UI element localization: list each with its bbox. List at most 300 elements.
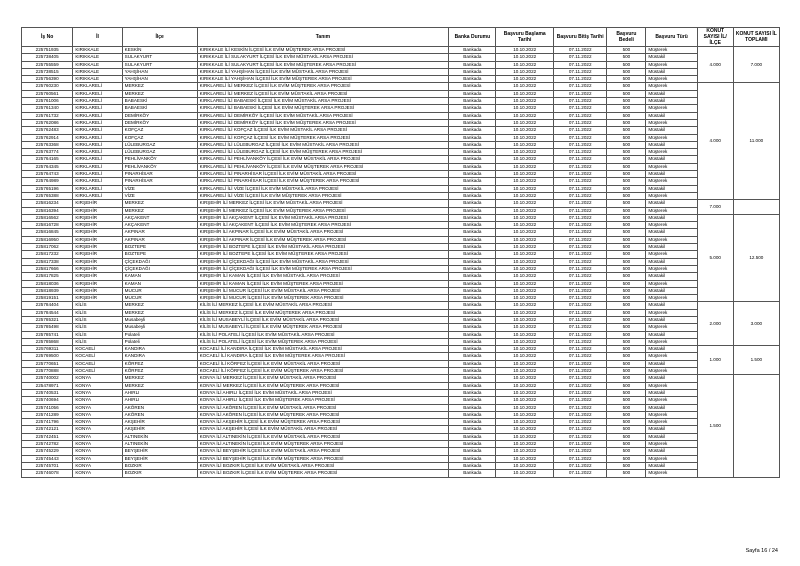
table-cell: Müstakil xyxy=(646,141,697,148)
table-cell: 225785741 xyxy=(22,331,73,338)
table-row xyxy=(22,375,780,382)
table-cell: 10.10.2022 xyxy=(496,163,554,170)
table-cell: KANDIRA xyxy=(122,346,197,353)
table-cell: Bankada xyxy=(449,171,496,178)
table-cell: 10.10.2022 xyxy=(496,141,554,148)
table-cell: ALTINEKİN xyxy=(122,441,197,448)
table-cell: 500 xyxy=(607,273,646,280)
table-cell: KONYA xyxy=(73,397,122,404)
table-cell: 10.10.2022 xyxy=(496,389,554,396)
table-row xyxy=(22,222,780,229)
table-cell: 07.11.2022 xyxy=(553,200,606,207)
column-header: Başvuru Türü xyxy=(646,28,697,47)
table-cell: Bankada xyxy=(449,83,496,90)
table-cell: 500 xyxy=(607,251,646,258)
table-cell: Müşterek xyxy=(646,76,697,83)
table-cell: 225740531 xyxy=(22,389,73,396)
table-cell: 225817062 xyxy=(22,244,73,251)
table-cell: BEYŞEHİR xyxy=(122,448,197,455)
table-cell: Müşterek xyxy=(646,353,697,360)
table-cell: Bankada xyxy=(449,470,496,477)
table-cell: Bankada xyxy=(449,98,496,105)
table-row xyxy=(22,426,780,433)
table-cell: KIRIKKALE xyxy=(73,47,122,54)
table-cell: 10.10.2022 xyxy=(496,316,554,323)
table-cell: Müstakil xyxy=(646,156,697,163)
table-cell: 225742782 xyxy=(22,441,73,448)
table-cell: 10.10.2022 xyxy=(496,258,554,265)
table-cell: 500 xyxy=(607,353,646,360)
table-cell: 225770888 xyxy=(22,368,73,375)
table-cell: KOCAELİ xyxy=(73,360,122,367)
table-cell: Bankada xyxy=(449,185,496,192)
table-cell: Bankada xyxy=(449,433,496,440)
table-cell: KONYA İLİ ALTINEKİN İLÇESİ İLK EVİM MÜŞTEREK ARSA PROJESİ xyxy=(197,441,449,448)
table-cell: 225764345 xyxy=(22,163,73,170)
table-cell: KIRKLARELİ xyxy=(73,156,122,163)
table-cell: YAHŞİHAN xyxy=(122,68,197,75)
table-cell: AHIRLI xyxy=(122,397,197,404)
table-cell: 10.10.2022 xyxy=(496,287,554,294)
table-cell: 07.11.2022 xyxy=(553,171,606,178)
table-cell: 500 xyxy=(607,441,646,448)
table-cell: Bankada xyxy=(449,331,496,338)
table-cell: Müşterek xyxy=(646,455,697,462)
table-cell: KONYA xyxy=(73,426,122,433)
table-cell: 225817338 xyxy=(22,258,73,265)
table-cell: 500 xyxy=(607,419,646,426)
table-cell: 500 xyxy=(607,448,646,455)
table-cell: KONYA İLİ AKÖREN İLÇESİ İLK EVİM MÜSTAKİL ARSA PROJESİ xyxy=(197,404,449,411)
table-cell: Müstakil xyxy=(646,90,697,97)
table-cell: 225746078 xyxy=(22,470,73,477)
table-cell: KONYA İLİ BEYŞEHİR İLÇESİ İLK EVİM MÜSTAKİL ARSA PROJESİ xyxy=(197,448,449,455)
table-cell: 500 xyxy=(607,163,646,170)
housing-count-province-total: 3.000 xyxy=(733,302,779,346)
table-cell: 10.10.2022 xyxy=(496,280,554,287)
table-cell: 225761340 xyxy=(22,105,73,112)
table-cell: 500 xyxy=(607,200,646,207)
table-cell: KIRŞEHİR İLİ KAMAN İLÇESİ İLK EVİM MÜŞTEREK ARSA PROJESİ xyxy=(197,280,449,287)
table-row xyxy=(22,324,780,331)
table-row xyxy=(22,273,780,280)
table-cell: 07.11.2022 xyxy=(553,127,606,134)
table-cell: 07.11.2022 xyxy=(553,229,606,236)
table-cell: KİLİS xyxy=(73,331,122,338)
table-row xyxy=(22,346,780,353)
table-cell: Müstakil xyxy=(646,316,697,323)
table-cell: 07.11.2022 xyxy=(553,258,606,265)
table-cell: Bankada xyxy=(449,229,496,236)
table-cell: 225816234 xyxy=(22,200,73,207)
table-cell: 07.11.2022 xyxy=(553,426,606,433)
table-cell: 10.10.2022 xyxy=(496,112,554,119)
table-cell: 10.10.2022 xyxy=(496,346,554,353)
table-cell: KANDIRA xyxy=(122,353,197,360)
table-cell: 500 xyxy=(607,324,646,331)
table-cell: 07.11.2022 xyxy=(553,185,606,192)
table-cell: 225738405 xyxy=(22,54,73,61)
table-cell: 07.11.2022 xyxy=(553,163,606,170)
table-row xyxy=(22,83,780,90)
table-cell: 10.10.2022 xyxy=(496,119,554,126)
table-cell: Bankada xyxy=(449,448,496,455)
table-cell: KIRŞEHİR İLİ BOZTEPE İLÇESİ İLK EVİM MÜSTAKİL ARSA PROJESİ xyxy=(197,244,449,251)
table-cell: KIRKLARELİ İLİ PEHLİVANKÖY İLÇESİ İLK EVİM MÜŞTEREK ARSA PROJESİ xyxy=(197,163,449,170)
table-cell: 225756390 xyxy=(22,76,73,83)
table-cell: BOZTEPE xyxy=(122,251,197,258)
table-cell: KIRŞEHİR xyxy=(73,214,122,221)
table-cell: Bankada xyxy=(449,192,496,199)
table-cell: 225738515 xyxy=(22,68,73,75)
table-cell: MERKEZ xyxy=(122,382,197,389)
table-row xyxy=(22,61,780,68)
table-cell: KOCAELİ xyxy=(73,353,122,360)
table-cell: KONYA İLİ AKŞEHİR İLÇESİ İLK EVİM MÜSTAKİL ARSA PROJESİ xyxy=(197,426,449,433)
table-cell: KOCAELİ İLİ KÖRFEZ İLÇESİ İLK EVİM MÜŞTEREK ARSA PROJESİ xyxy=(197,368,449,375)
table-cell: KIRŞEHİR İLİ AKPINAR İLÇESİ İLK EVİM MÜSTAKİL ARSA PROJESİ xyxy=(197,229,449,236)
table-cell: BOZKIR xyxy=(122,470,197,477)
housing-count-province-total xyxy=(733,375,779,477)
table-cell: 07.11.2022 xyxy=(553,389,606,396)
table-cell: 500 xyxy=(607,156,646,163)
table-cell: 10.10.2022 xyxy=(496,433,554,440)
table-row xyxy=(22,171,780,178)
table-row xyxy=(22,105,780,112)
table-cell: 07.11.2022 xyxy=(553,149,606,156)
table-cell: Bankada xyxy=(449,404,496,411)
table-cell: 07.11.2022 xyxy=(553,375,606,382)
table-cell: Bankada xyxy=(449,61,496,68)
table-cell: Bankada xyxy=(449,163,496,170)
table-cell: KIRIKKALE xyxy=(73,76,122,83)
table-cell: 225784544 xyxy=(22,309,73,316)
table-cell: 10.10.2022 xyxy=(496,404,554,411)
table-cell: KIRŞEHİR xyxy=(73,244,122,251)
table-cell: 500 xyxy=(607,98,646,105)
table-cell: 07.11.2022 xyxy=(553,302,606,309)
table-cell: 500 xyxy=(607,222,646,229)
table-cell: Bankada xyxy=(449,324,496,331)
table-cell: Müşterek xyxy=(646,265,697,272)
table-cell: 07.11.2022 xyxy=(553,98,606,105)
table-cell: 500 xyxy=(607,455,646,462)
table-cell: MERKEZ xyxy=(122,207,197,214)
column-header: Banka Durumu xyxy=(449,28,496,47)
table-cell: Bankada xyxy=(449,54,496,61)
header-row xyxy=(22,28,780,47)
table-cell: 10.10.2022 xyxy=(496,441,554,448)
table-cell: 07.11.2022 xyxy=(553,207,606,214)
table-cell: KIRKLARELİ İLİ PINARHİSAR İLÇESİ İLK EVİM MÜŞTEREK ARSA PROJESİ xyxy=(197,178,449,185)
table-cell: 07.11.2022 xyxy=(553,433,606,440)
table-cell: MERKEZ xyxy=(122,200,197,207)
table-cell: MERKEZ xyxy=(122,375,197,382)
table-cell: Bankada xyxy=(449,419,496,426)
table-cell: KİLİS İLİ MUSABEYLİ İLÇESİ İLK EVİM MÜŞTEREK ARSA PROJESİ xyxy=(197,324,449,331)
table-cell: 225818036 xyxy=(22,280,73,287)
table-cell: Bankada xyxy=(449,397,496,404)
table-cell: BEYŞEHİR xyxy=(122,455,197,462)
table-cell: LÜLEBURGAZ xyxy=(122,149,197,156)
table-cell: Bankada xyxy=(449,462,496,469)
table-row xyxy=(22,280,780,287)
table-cell: Bankada xyxy=(449,200,496,207)
table-row xyxy=(22,185,780,192)
table-cell: Bankada xyxy=(449,346,496,353)
table-row xyxy=(22,331,780,338)
table-cell: 225816728 xyxy=(22,222,73,229)
page-number: Sayfa 16 / 24 xyxy=(745,548,778,554)
table-cell: Bankada xyxy=(449,90,496,97)
table-row xyxy=(22,156,780,163)
table-cell: KONYA İLİ ALTINEKİN İLÇESİ İLK EVİM MÜSTAKİL ARSA PROJESİ xyxy=(197,433,449,440)
table-cell: KOCAELİ xyxy=(73,368,122,375)
table-cell: MERKEZ xyxy=(122,90,197,97)
table-cell: Müşterek xyxy=(646,368,697,375)
table-cell: KIRKLARELİ xyxy=(73,127,122,134)
table-cell: 07.11.2022 xyxy=(553,90,606,97)
table-row xyxy=(22,411,780,418)
table-row xyxy=(22,309,780,316)
table-cell: Müstakil xyxy=(646,229,697,236)
table-cell: Müşterek xyxy=(646,61,697,68)
table-cell: BOZTEPE xyxy=(122,244,197,251)
table-cell: KIRKLARELİ İLİ BABAESKİ İLÇESİ İLK EVİM MÜSTAKİL ARSA PROJESİ xyxy=(197,98,449,105)
table-cell: 225785498 xyxy=(22,324,73,331)
table-cell: Bankada xyxy=(449,251,496,258)
table-row xyxy=(22,98,780,105)
table-cell: AHIRLI xyxy=(122,389,197,396)
table-row xyxy=(22,134,780,141)
table-cell: 07.11.2022 xyxy=(553,382,606,389)
column-header: KONUT SAYISI İL TOPLAMI xyxy=(733,28,779,47)
table-row xyxy=(22,214,780,221)
table-cell: 07.11.2022 xyxy=(553,448,606,455)
table-row xyxy=(22,163,780,170)
table-cell: KIRKLARELİ xyxy=(73,171,122,178)
table-cell: 07.11.2022 xyxy=(553,470,606,477)
table-cell: 10.10.2022 xyxy=(496,105,554,112)
table-cell: Bankada xyxy=(449,222,496,229)
table-cell: 10.10.2022 xyxy=(496,149,554,156)
table-cell: 07.11.2022 xyxy=(553,141,606,148)
table-row xyxy=(22,316,780,323)
table-cell: Bankada xyxy=(449,302,496,309)
table-cell: KAMAN xyxy=(122,280,197,287)
table-cell: 225745229 xyxy=(22,448,73,455)
table-cell: Bankada xyxy=(449,141,496,148)
table-cell: Müşterek xyxy=(646,149,697,156)
table-cell: 500 xyxy=(607,368,646,375)
table-cell: VİZE xyxy=(122,185,197,192)
table-cell: Müşterek xyxy=(646,441,697,448)
table-cell: KIRKLARELİ İLİ LÜLEBURGAZ İLÇESİ İLK EVİM MÜŞTEREK ARSA PROJESİ xyxy=(197,149,449,156)
table-cell: 10.10.2022 xyxy=(496,185,554,192)
table-cell: 07.11.2022 xyxy=(553,397,606,404)
table-cell: 07.11.2022 xyxy=(553,455,606,462)
table-cell: KIRŞEHİR xyxy=(73,229,122,236)
table-cell: KIRKLARELİ xyxy=(73,83,122,90)
table-cell: 07.11.2022 xyxy=(553,324,606,331)
table-cell: KIRKLARELİ İLİ VİZE İLÇESİ İLK EVİM MÜŞTEREK ARSA PROJESİ xyxy=(197,192,449,199)
table-cell: KOCAELİ xyxy=(73,346,122,353)
table-cell: 500 xyxy=(607,185,646,192)
table-cell: Müşterek xyxy=(646,178,697,185)
table-cell: 225784404 xyxy=(22,302,73,309)
table-cell: 500 xyxy=(607,470,646,477)
table-cell: 10.10.2022 xyxy=(496,353,554,360)
table-cell: 225818939 xyxy=(22,287,73,294)
column-header: İl xyxy=(73,28,122,47)
table-cell: KIRKLARELİ İLİ DEMİRKÖY İLÇESİ İLK EVİM MÜSTAKİL ARSA PROJESİ xyxy=(197,112,449,119)
table-cell: Müşterek xyxy=(646,105,697,112)
table-cell: KONYA xyxy=(73,470,122,477)
table-cell: 225816394 xyxy=(22,207,73,214)
table-cell: 500 xyxy=(607,127,646,134)
table-cell: 500 xyxy=(607,149,646,156)
table-cell: 07.11.2022 xyxy=(553,83,606,90)
table-cell: KOCAELİ İLİ KANDIRA İLÇESİ İLK EVİM MÜSTAKİL ARSA PROJESİ xyxy=(197,346,449,353)
table-cell: 10.10.2022 xyxy=(496,411,554,418)
table-cell: 225817232 xyxy=(22,251,73,258)
table-cell: 225817825 xyxy=(22,273,73,280)
table-cell: SULAKYURT xyxy=(122,61,197,68)
table-cell: KIRKLARELİ İLİ MERKEZ İLÇESİ İLK EVİM MÜŞTEREK ARSA PROJESİ xyxy=(197,83,449,90)
column-header: Başvuru Başlama Tarihi xyxy=(496,28,554,47)
table-cell: KIRKLARELİ xyxy=(73,112,122,119)
column-header: Başvuru Bitiş Tarihi xyxy=(553,28,606,47)
table-cell: DEMİRKÖY xyxy=(122,119,197,126)
table-cell: ÇİÇEKDAĞI xyxy=(122,258,197,265)
table-cell: KIRŞEHİR xyxy=(73,200,122,207)
table-cell: 10.10.2022 xyxy=(496,295,554,302)
table-cell: 500 xyxy=(607,244,646,251)
table-cell: 225760561 xyxy=(22,90,73,97)
table-row xyxy=(22,244,780,251)
table-cell: KIRKLARELİ İLİ BABAESKİ İLÇESİ İLK EVİM MÜŞTEREK ARSA PROJESİ xyxy=(197,105,449,112)
table-row xyxy=(22,119,780,126)
table-cell: 10.10.2022 xyxy=(496,98,554,105)
table-cell: KIRIKKALE İLİ SULAKYURT İLÇESİ İLK EVİM MÜŞTEREK ARSA PROJESİ xyxy=(197,61,449,68)
table-row xyxy=(22,54,780,61)
table-cell: Bankada xyxy=(449,411,496,418)
table-cell: Müstakil xyxy=(646,462,697,469)
table-cell: KIRKLARELİ xyxy=(73,163,122,170)
table-cell: 07.11.2022 xyxy=(553,76,606,83)
table-cell: VİZE xyxy=(122,192,197,199)
table-cell: Bankada xyxy=(449,368,496,375)
table-cell: KESKİN xyxy=(122,47,197,54)
table-cell: Müstakil xyxy=(646,127,697,134)
housing-count-district: 7.000 xyxy=(697,200,733,215)
table-cell: 10.10.2022 xyxy=(496,156,554,163)
table-cell: Müstakil xyxy=(646,112,697,119)
table-cell: KOCAELİ İLİ KANDIRA İLÇESİ İLK EVİM MÜŞTEREK ARSA PROJESİ xyxy=(197,353,449,360)
table-cell: 500 xyxy=(607,404,646,411)
table-cell: AKÖREN xyxy=(122,404,197,411)
table-cell: 500 xyxy=(607,331,646,338)
table-cell: Müstakil xyxy=(646,171,697,178)
table-cell: 225751935 xyxy=(22,47,73,54)
table-cell: 500 xyxy=(607,316,646,323)
table-cell: 07.11.2022 xyxy=(553,222,606,229)
table-cell: 07.11.2022 xyxy=(553,105,606,112)
table-cell: KIRŞEHİR İLİ BOZTEPE İLÇESİ İLK EVİM MÜŞTEREK ARSA PROJESİ xyxy=(197,251,449,258)
table-cell: Müstakil xyxy=(646,404,697,411)
table-cell: 10.10.2022 xyxy=(496,375,554,382)
table-cell: 500 xyxy=(607,90,646,97)
table-cell: 500 xyxy=(607,338,646,345)
table-cell: Bankada xyxy=(449,309,496,316)
housing-count-district: 1.000 xyxy=(697,346,733,375)
table-row xyxy=(22,229,780,236)
table-cell: 07.11.2022 xyxy=(553,360,606,367)
table-cell: 500 xyxy=(607,229,646,236)
table-cell: 10.10.2022 xyxy=(496,426,554,433)
table-cell: 07.11.2022 xyxy=(553,134,606,141)
table-cell: KONYA İLİ MERKEZ İLÇESİ İLK EVİM MÜŞTEREK ARSA PROJESİ xyxy=(197,382,449,389)
table-row xyxy=(22,433,780,440)
table-cell: 500 xyxy=(607,171,646,178)
table-cell: 500 xyxy=(607,141,646,148)
column-header: KONUT SAYISI İL/İLÇE xyxy=(697,28,733,47)
column-header: İlçe xyxy=(122,28,197,47)
table-cell: 07.11.2022 xyxy=(553,119,606,126)
table-cell: Müşterek xyxy=(646,222,697,229)
table-cell: KONYA xyxy=(73,419,122,426)
table-cell: 500 xyxy=(607,287,646,294)
table-cell: 10.10.2022 xyxy=(496,251,554,258)
table-cell: Müşterek xyxy=(646,134,697,141)
table-cell: 07.11.2022 xyxy=(553,265,606,272)
table-cell: Müstakil xyxy=(646,375,697,382)
table-cell: Bankada xyxy=(449,105,496,112)
table-row xyxy=(22,112,780,119)
table-cell: 500 xyxy=(607,134,646,141)
table-cell: Musabeyli xyxy=(122,316,197,323)
table-cell: 07.11.2022 xyxy=(553,244,606,251)
table-cell: 225819151 xyxy=(22,295,73,302)
table-cell: KIRŞEHİR İLİ MERKEZ İLÇESİ İLK EVİM MÜSTAKİL ARSA PROJESİ xyxy=(197,200,449,207)
table-cell: KÖRFEZ xyxy=(122,360,197,367)
table-row xyxy=(22,419,780,426)
table-cell: 500 xyxy=(607,214,646,221)
table-cell: AKŞEHİR xyxy=(122,426,197,433)
table-cell: 225741056 xyxy=(22,404,73,411)
project-table xyxy=(21,27,780,478)
table-cell: KIRŞEHİR İLİ AKÇAKENT İLÇESİ İLK EVİM MÜSTAKİL ARSA PROJESİ xyxy=(197,214,449,221)
table-cell: 07.11.2022 xyxy=(553,214,606,221)
table-cell: KIRIKKALE İLİ SULAKYURT İLÇESİ İLK EVİM MÜSTAKİL ARSA PROJESİ xyxy=(197,54,449,61)
table-cell: KİLİS xyxy=(73,302,122,309)
table-cell: KIRŞEHİR İLİ KAMAN İLÇESİ İLK EVİM MÜSTAKİL ARSA PROJESİ xyxy=(197,273,449,280)
table-cell: 500 xyxy=(607,382,646,389)
table-cell: KÖRFEZ xyxy=(122,368,197,375)
table-cell: 10.10.2022 xyxy=(496,331,554,338)
table-cell: KIRŞEHİR İLİ AKPINAR İLÇESİ İLK EVİM MÜŞTEREK ARSA PROJESİ xyxy=(197,236,449,243)
table-row xyxy=(22,389,780,396)
table-cell: Bankada xyxy=(449,441,496,448)
table-cell: 225769311 xyxy=(22,346,73,353)
table-cell: 500 xyxy=(607,119,646,126)
table-cell: Bankada xyxy=(449,244,496,251)
table-row xyxy=(22,353,780,360)
table-cell: KIRIKKALE İLİ KESKİN İLÇESİ İLK EVİM MÜŞTEREK ARSA PROJESİ xyxy=(197,47,449,54)
table-cell: 10.10.2022 xyxy=(496,462,554,469)
table-row xyxy=(22,397,780,404)
table-row xyxy=(22,382,780,389)
